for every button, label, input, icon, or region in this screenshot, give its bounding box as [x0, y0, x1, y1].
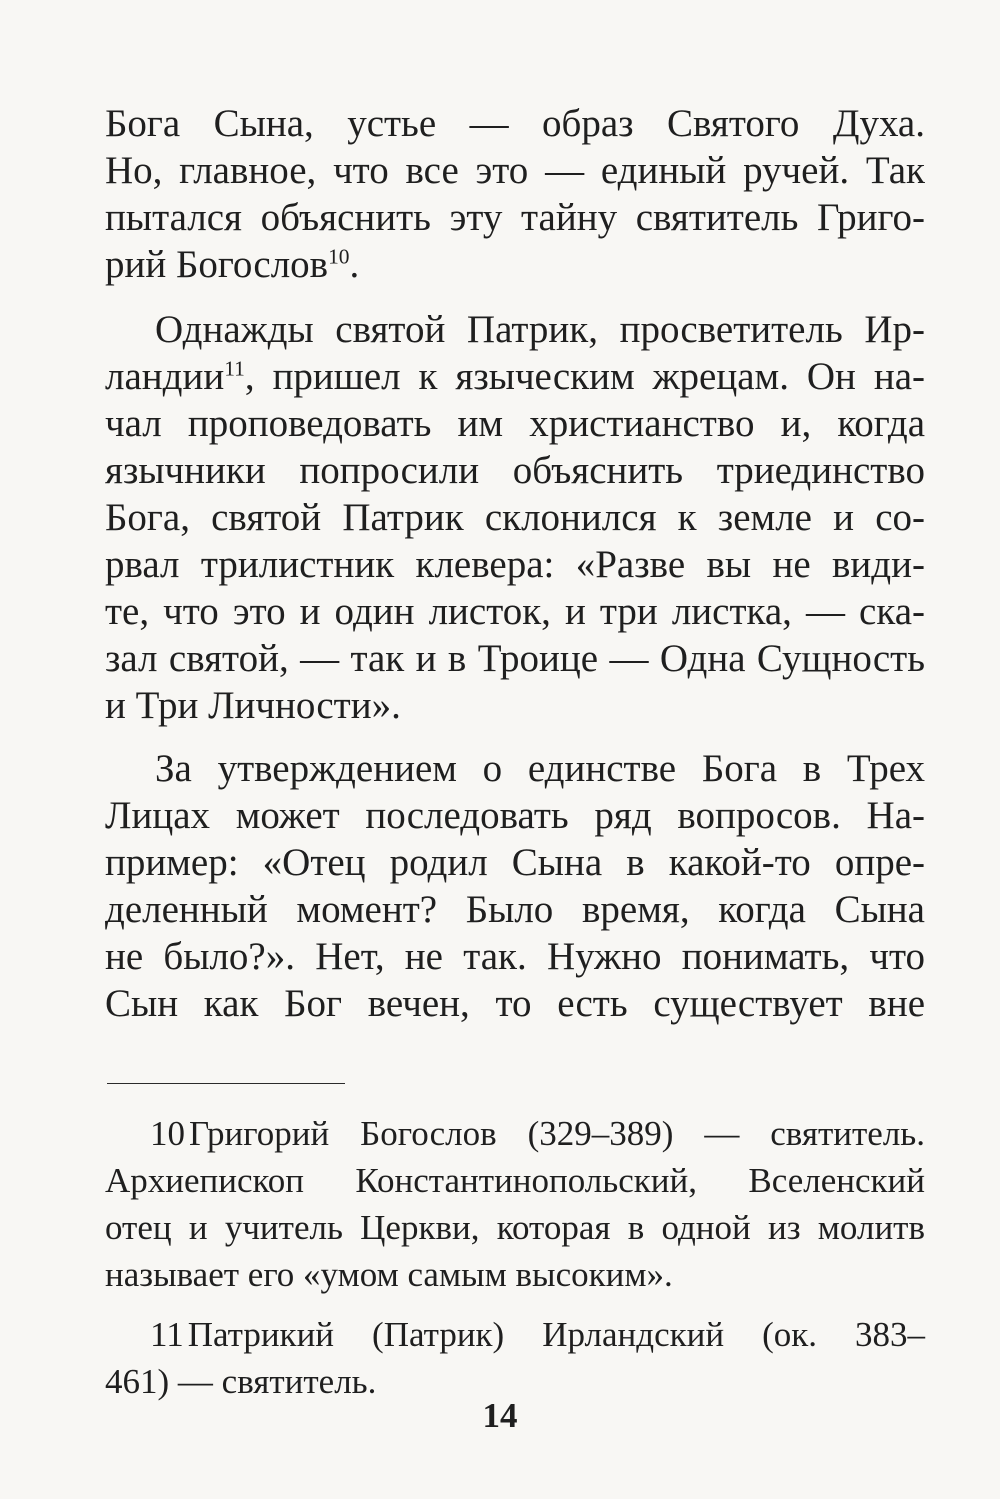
text-line: пример: «Отец родил Сына в какой-то опре- [105, 841, 925, 884]
footnote-separator [107, 1083, 345, 1084]
text-line: не было?». Нет, не так. Нужно понимать, что [105, 935, 925, 978]
text-line: Но, главное, что все это — единый ручей. Так [105, 149, 925, 192]
footnote-line: 461) — святитель. [105, 1362, 377, 1401]
footnote-ref: 11 [224, 356, 245, 381]
text-line: чал проповедовать им христианство и, когда [105, 402, 925, 445]
footnote-text: Григорий Богослов (329–389) — святитель. [189, 1114, 925, 1153]
footnote-line: называет его «умом самым высоким». [105, 1255, 673, 1294]
text-line: зал святой, — так и в Троице — Одна Сущность [105, 637, 925, 680]
text-line: язычники попросили объяснить триединство [105, 449, 925, 492]
text-line: Сын как Бог вечен, то есть существует вне [105, 982, 925, 1025]
text-line: Лицах может последовать ряд вопросов. На- [105, 794, 925, 837]
text-line: Бога Сына, устье — образ Святого Духа. [105, 102, 925, 145]
text-fragment: . [349, 243, 360, 286]
footnote-line [150, 1109, 925, 1158]
text-line: пытался объяснить эту тайну святитель Григо- [105, 196, 925, 239]
text-line: Бога, святой Патрик склонился к земле и со- [105, 496, 925, 539]
text-line [105, 352, 925, 401]
footnote-ref: 10 [328, 244, 350, 269]
text-line [105, 240, 925, 289]
text-fragment: ландии [105, 355, 225, 398]
page-number: 14 [482, 1396, 518, 1435]
text-line: деленный момент? Было время, когда Сына [105, 888, 925, 931]
text-line: Однажды святой Патрик, просветитель Ир- [155, 308, 925, 351]
text-line: и Три Личности». [105, 684, 401, 727]
text-line: те, что это и один листок, и три листка, — ска- [105, 590, 925, 633]
footnote-line: Архиепископ Константинопольский, Вселенский [105, 1161, 925, 1200]
footnote-text: Патрикий (Патрик) Ирландский (ок. 383– [187, 1315, 925, 1354]
footnote-number: 11 [150, 1315, 184, 1354]
text-line: рвал трилистник клевера: «Разве вы не види- [105, 543, 925, 586]
text-line: За утверждением о единстве Бога в Трех [155, 747, 925, 790]
footnote-line: отец и учитель Церкви, которая в одной из молитв [105, 1208, 925, 1247]
footnote-line [150, 1310, 925, 1359]
text-fragment: , пришел к языческим жрецам. Он на- [244, 355, 925, 398]
footnote-number: 10 [150, 1114, 185, 1153]
text-fragment: рий Богослов [105, 243, 329, 286]
